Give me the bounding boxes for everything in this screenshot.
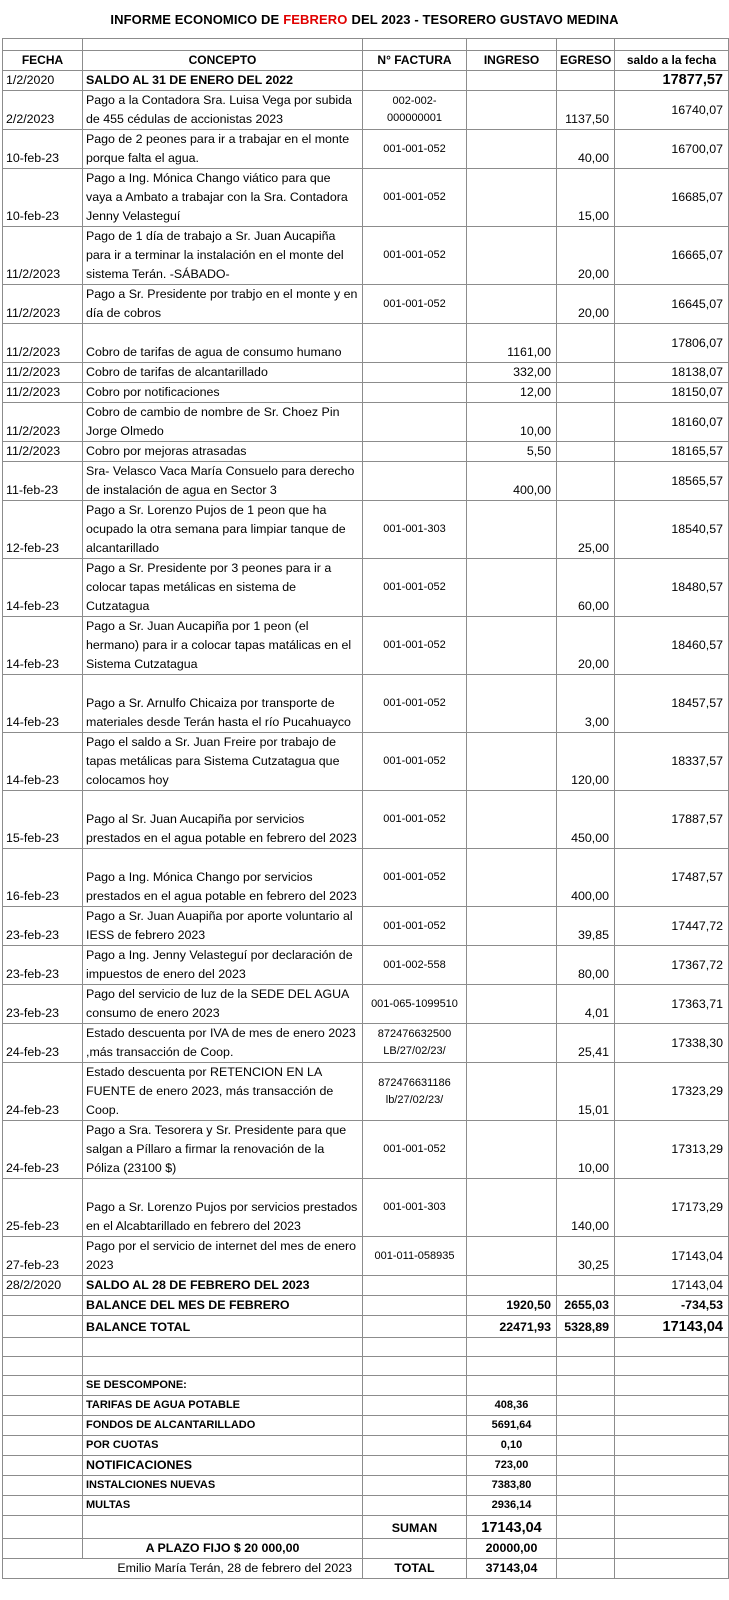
opening-fecha: 1/2/2020 — [3, 71, 83, 91]
row-concepto: Pago de 2 peones para ir a trabajar en el monte porque falta el agua. — [83, 130, 363, 169]
descompone-item-row — [3, 1436, 729, 1456]
descompone-item-value: 2936,14 — [467, 1496, 557, 1516]
row-saldo: 18165,57 — [615, 442, 729, 462]
row-factura: 001-001-052 — [363, 559, 467, 617]
row-ingreso — [467, 501, 557, 559]
row-concepto: Pago al Sr. Juan Aucapiña por servicios prestados en el agua potable en febrero del 2023 — [83, 791, 363, 849]
row-concepto: Cobro de tarifas de alcantarillado — [83, 363, 363, 383]
blank-row — [3, 1338, 729, 1357]
ledger-row — [3, 559, 729, 617]
row-ingreso — [467, 791, 557, 849]
descompone-heading-row — [3, 1376, 729, 1396]
row-saldo: 17887,57 — [615, 791, 729, 849]
row-fecha: 11/2/2023 — [3, 383, 83, 403]
plazo-fijo-row — [3, 1539, 729, 1559]
opening-concepto: SALDO AL 31 DE ENERO DEL 2022 — [83, 71, 363, 91]
closing-fecha: 28/2/2020 — [3, 1276, 83, 1296]
blank-row — [3, 1357, 729, 1376]
row-fecha: 14-feb-23 — [3, 559, 83, 617]
row-ingreso — [467, 169, 557, 227]
row-concepto: Pago a Sra. Tesorera y Sr. Presidente para que salgan a Píllaro a firmar la renovación de la Póliza (23100 $) — [83, 1121, 363, 1179]
row-ingreso — [467, 559, 557, 617]
row-egreso: 10,00 — [557, 1121, 615, 1179]
row-ingreso — [467, 227, 557, 285]
row-egreso: 3,00 — [557, 675, 615, 733]
row-saldo: 16700,07 — [615, 130, 729, 169]
row-factura: 002-002-000000001 — [363, 91, 467, 130]
descompone-heading: SE DESCOMPONE: — [83, 1376, 363, 1396]
descompone-item-value: 723,00 — [467, 1456, 557, 1476]
row-egreso: 15,00 — [557, 169, 615, 227]
report-title — [0, 0, 729, 38]
header-concepto: CONCEPTO — [83, 51, 363, 71]
header-row — [3, 51, 729, 71]
row-saldo: 18565,57 — [615, 462, 729, 501]
month-balance-egreso: 2655,03 — [557, 1296, 615, 1316]
row-concepto: Pago a Ing. Mónica Chango viático para que vaya a Ambato a trabajar con la Sra. Contadora Jenny Velasteguí — [83, 169, 363, 227]
descompone-item-label: INSTALCIONES NUEVAS — [83, 1476, 363, 1496]
row-factura: 872476632500 LB/27/02/23/ — [363, 1024, 467, 1063]
row-concepto: Pago a Sr. Juan Aucapiña por 1 peon (el hermano) para ir a colocar tapas matálicas en el Sistema Cutzatagua — [83, 617, 363, 675]
ledger-row — [3, 985, 729, 1024]
row-ingreso — [467, 1024, 557, 1063]
row-egreso — [557, 462, 615, 501]
row-saldo: 18160,07 — [615, 403, 729, 442]
row-egreso — [557, 383, 615, 403]
total-value: 37143,04 — [467, 1559, 557, 1579]
row-concepto: Pago a Sr. Presidente por 3 peones para ir a colocar tapas metálicas en sistema de Cutzatagua — [83, 559, 363, 617]
row-factura: 001-065-1099510 — [363, 985, 467, 1024]
row-saldo: 18460,57 — [615, 617, 729, 675]
row-saldo: 16645,07 — [615, 285, 729, 324]
row-ingreso — [467, 675, 557, 733]
row-factura: 001-001-052 — [363, 907, 467, 946]
row-egreso: 450,00 — [557, 791, 615, 849]
descompone-item-value: 7383,80 — [467, 1476, 557, 1496]
signature-total-row — [3, 1559, 729, 1579]
row-concepto: Pago a Sr. Lorenzo Pujos por servicios prestados en el Alcabtarillado en febrero del 2023 — [83, 1179, 363, 1237]
row-egreso — [557, 324, 615, 363]
row-fecha: 11/2/2023 — [3, 403, 83, 442]
plazo-fijo-label: A PLAZO FIJO $ 20 000,00 — [83, 1539, 363, 1559]
ledger-row — [3, 130, 729, 169]
row-concepto: Pago a la Contadora Sra. Luisa Vega por subida de 455 cédulas de accionistas 2023 — [83, 91, 363, 130]
row-fecha: 11/2/2023 — [3, 285, 83, 324]
row-fecha: 2/2/2023 — [3, 91, 83, 130]
row-fecha: 24-feb-23 — [3, 1063, 83, 1121]
row-fecha: 11/2/2023 — [3, 324, 83, 363]
row-fecha: 23-feb-23 — [3, 946, 83, 985]
descompone-item-row — [3, 1496, 729, 1516]
row-ingreso — [467, 985, 557, 1024]
ledger-row — [3, 169, 729, 227]
row-ingreso — [467, 907, 557, 946]
descompone-item-label: TARIFAS DE AGUA POTABLE — [83, 1396, 363, 1416]
row-fecha: 24-feb-23 — [3, 1024, 83, 1063]
closing-saldo: 17143,04 — [615, 1276, 729, 1296]
row-saldo: 18150,07 — [615, 383, 729, 403]
header-egreso: EGRESO — [557, 51, 615, 71]
row-ingreso — [467, 285, 557, 324]
header-factura: N° FACTURA — [363, 51, 467, 71]
suman-label: SUMAN — [363, 1516, 467, 1539]
row-fecha: 24-feb-23 — [3, 1121, 83, 1179]
row-saldo: 17367,72 — [615, 946, 729, 985]
row-factura: 001-001-052 — [363, 733, 467, 791]
row-ingreso: 10,00 — [467, 403, 557, 442]
row-ingreso — [467, 849, 557, 907]
row-fecha: 27-feb-23 — [3, 1237, 83, 1276]
descompone-item-value: 0,10 — [467, 1436, 557, 1456]
row-fecha: 15-feb-23 — [3, 791, 83, 849]
row-egreso: 1137,50 — [557, 91, 615, 130]
total-balance-ingreso: 22471,93 — [467, 1316, 557, 1338]
row-fecha: 25-feb-23 — [3, 1179, 83, 1237]
row-egreso: 60,00 — [557, 559, 615, 617]
title-suffix: DEL 2023 - TESORERO GUSTAVO MEDINA — [351, 11, 619, 27]
descompone-item-row — [3, 1416, 729, 1436]
row-concepto: Pago a Ing. Jenny Velasteguí por declaración de impuestos de enero del 2023 — [83, 946, 363, 985]
header-ingreso: INGRESO — [467, 51, 557, 71]
row-saldo: 18480,57 — [615, 559, 729, 617]
row-fecha: 14-feb-23 — [3, 675, 83, 733]
row-egreso: 15,01 — [557, 1063, 615, 1121]
row-egreso: 40,00 — [557, 130, 615, 169]
row-concepto: Pago a Sr. Presidente por trabjo en el monte y en día de cobros — [83, 285, 363, 324]
opening-balance-row — [3, 71, 729, 91]
ledger-row — [3, 1179, 729, 1237]
row-saldo: 17313,29 — [615, 1121, 729, 1179]
row-factura — [363, 442, 467, 462]
row-concepto: Cobro de tarifas de agua de consumo humano — [83, 324, 363, 363]
row-ingreso — [467, 946, 557, 985]
row-fecha: 11/2/2023 — [3, 363, 83, 383]
ledger-row — [3, 363, 729, 383]
row-ingreso: 12,00 — [467, 383, 557, 403]
row-saldo: 17447,72 — [615, 907, 729, 946]
ledger-row — [3, 1121, 729, 1179]
row-fecha: 14-feb-23 — [3, 617, 83, 675]
row-egreso — [557, 442, 615, 462]
row-saldo: 17806,07 — [615, 324, 729, 363]
ledger-row — [3, 1063, 729, 1121]
row-saldo: 18138,07 — [615, 363, 729, 383]
row-fecha: 23-feb-23 — [3, 907, 83, 946]
row-factura: 872476631186 lb/27/02/23/ — [363, 1063, 467, 1121]
row-egreso: 120,00 — [557, 733, 615, 791]
closing-concepto: SALDO AL 28 DE FEBRERO DEL 2023 — [83, 1276, 363, 1296]
row-fecha: 12-feb-23 — [3, 501, 83, 559]
row-fecha: 10-feb-23 — [3, 169, 83, 227]
total-label: TOTAL — [363, 1559, 467, 1579]
row-egreso: 140,00 — [557, 1179, 615, 1237]
header-fecha: FECHA — [3, 51, 83, 71]
ledger-row — [3, 849, 729, 907]
row-saldo: 17143,04 — [615, 1237, 729, 1276]
row-egreso: 30,25 — [557, 1237, 615, 1276]
descompone-item-label: NOTIFICACIONES — [83, 1456, 363, 1476]
row-egreso — [557, 403, 615, 442]
row-saldo: 16740,07 — [615, 91, 729, 130]
row-factura: 001-001-052 — [363, 130, 467, 169]
row-factura: 001-001-052 — [363, 675, 467, 733]
title-month: FEBRERO — [283, 11, 348, 27]
row-factura: 001-011-058935 — [363, 1237, 467, 1276]
row-concepto: Cobro por mejoras atrasadas — [83, 442, 363, 462]
signature-line: Emilio María Terán, 28 de febrero del 2023 — [3, 1559, 363, 1579]
row-saldo: 17173,29 — [615, 1179, 729, 1237]
row-ingreso: 5,50 — [467, 442, 557, 462]
ledger-row — [3, 462, 729, 501]
row-ingreso — [467, 1121, 557, 1179]
header-saldo: saldo a la fecha — [615, 51, 729, 71]
row-ingreso: 400,00 — [467, 462, 557, 501]
row-egreso: 20,00 — [557, 227, 615, 285]
ledger-row — [3, 617, 729, 675]
row-ingreso — [467, 1063, 557, 1121]
row-ingreso: 1161,00 — [467, 324, 557, 363]
month-balance-row — [3, 1296, 729, 1316]
row-factura: 001-001-303 — [363, 1179, 467, 1237]
row-concepto: Cobro por notificaciones — [83, 383, 363, 403]
total-balance-saldo: 17143,04 — [615, 1316, 729, 1338]
row-concepto: Pago el saldo a Sr. Juan Freire por trabajo de tapas metálicas para Sistema Cutzatagua que colocamos hoy — [83, 733, 363, 791]
ledger-row — [3, 227, 729, 285]
ledger-row — [3, 501, 729, 559]
row-ingreso — [467, 617, 557, 675]
ledger-row — [3, 946, 729, 985]
descompone-item-value: 408,36 — [467, 1396, 557, 1416]
ledger-row — [3, 442, 729, 462]
row-factura: 001-001-052 — [363, 617, 467, 675]
descompone-item-label: POR CUOTAS — [83, 1436, 363, 1456]
row-fecha: 11-feb-23 — [3, 462, 83, 501]
row-factura — [363, 363, 467, 383]
row-egreso: 400,00 — [557, 849, 615, 907]
descompone-item-row — [3, 1456, 729, 1476]
row-egreso: 25,00 — [557, 501, 615, 559]
row-egreso: 80,00 — [557, 946, 615, 985]
row-ingreso: 332,00 — [467, 363, 557, 383]
row-saldo: 17363,71 — [615, 985, 729, 1024]
row-saldo: 17338,30 — [615, 1024, 729, 1063]
row-concepto: Cobro de cambio de nombre de Sr. Choez Pin Jorge Olmedo — [83, 403, 363, 442]
row-ingreso — [467, 91, 557, 130]
row-factura: 001-001-303 — [363, 501, 467, 559]
suman-row — [3, 1516, 729, 1539]
month-balance-saldo: -734,53 — [615, 1296, 729, 1316]
row-factura — [363, 403, 467, 442]
descompone-item-row — [3, 1396, 729, 1416]
ledger-table — [2, 38, 729, 1579]
row-factura — [363, 324, 467, 363]
row-ingreso — [467, 1237, 557, 1276]
row-factura: 001-001-052 — [363, 849, 467, 907]
row-saldo: 18337,57 — [615, 733, 729, 791]
ledger-row — [3, 1024, 729, 1063]
row-factura — [363, 462, 467, 501]
ledger-row — [3, 403, 729, 442]
descompone-item-label: MULTAS — [83, 1496, 363, 1516]
row-fecha: 11/2/2023 — [3, 442, 83, 462]
row-factura: 001-002-558 — [363, 946, 467, 985]
row-concepto: Pago a Sr. Juan Auapiña por aporte voluntario al IESS de febrero 2023 — [83, 907, 363, 946]
plazo-fijo-value: 20000,00 — [467, 1539, 557, 1559]
row-factura: 001-001-052 — [363, 791, 467, 849]
row-saldo: 17487,57 — [615, 849, 729, 907]
row-concepto: Pago por el servicio de internet del mes de enero 2023 — [83, 1237, 363, 1276]
ledger-row — [3, 383, 729, 403]
ledger-row — [3, 324, 729, 363]
row-fecha: 11/2/2023 — [3, 227, 83, 285]
ledger-row — [3, 1237, 729, 1276]
row-egreso: 20,00 — [557, 617, 615, 675]
ledger-row — [3, 907, 729, 946]
closing-balance-row — [3, 1276, 729, 1296]
row-factura — [363, 383, 467, 403]
row-factura: 001-001-052 — [363, 1121, 467, 1179]
row-fecha: 10-feb-23 — [3, 130, 83, 169]
descompone-item-value: 5691,64 — [467, 1416, 557, 1436]
row-egreso: 39,85 — [557, 907, 615, 946]
row-saldo: 16665,07 — [615, 227, 729, 285]
suman-value: 17143,04 — [467, 1516, 557, 1539]
row-saldo: 16685,07 — [615, 169, 729, 227]
row-fecha: 23-feb-23 — [3, 985, 83, 1024]
ledger-row — [3, 285, 729, 324]
row-saldo: 18540,57 — [615, 501, 729, 559]
ledger-row — [3, 733, 729, 791]
row-factura: 001-001-052 — [363, 285, 467, 324]
descompone-item-row — [3, 1476, 729, 1496]
row-concepto: Pago a Ing. Mónica Chango por servicios prestados en el agua potable en febrero del 2023 — [83, 849, 363, 907]
row-egreso — [557, 363, 615, 383]
descompone-item-label: FONDOS DE ALCANTARILLADO — [83, 1416, 363, 1436]
row-fecha: 14-feb-23 — [3, 733, 83, 791]
row-egreso: 20,00 — [557, 285, 615, 324]
ledger-row — [3, 91, 729, 130]
row-ingreso — [467, 733, 557, 791]
row-concepto: Estado descuenta por IVA de mes de enero 2023 ,más transacción de Coop. — [83, 1024, 363, 1063]
total-balance-label: BALANCE TOTAL — [83, 1316, 363, 1338]
row-concepto: Pago del servicio de luz de la SEDE DEL AGUA consumo de enero 2023 — [83, 985, 363, 1024]
ledger-row — [3, 791, 729, 849]
ledger-row — [3, 675, 729, 733]
month-balance-ingreso: 1920,50 — [467, 1296, 557, 1316]
title-prefix: INFORME ECONOMICO DE — [110, 11, 280, 27]
row-egreso: 25,41 — [557, 1024, 615, 1063]
row-saldo: 17323,29 — [615, 1063, 729, 1121]
row-egreso: 4,01 — [557, 985, 615, 1024]
row-concepto: Pago a Sr. Arnulfo Chicaiza por transporte de materiales desde Terán hasta el río Pucahuayco — [83, 675, 363, 733]
total-balance-egreso: 5328,89 — [557, 1316, 615, 1338]
row-ingreso — [467, 1179, 557, 1237]
row-fecha: 16-feb-23 — [3, 849, 83, 907]
row-factura: 001-001-052 — [363, 227, 467, 285]
opening-saldo: 17877,57 — [615, 71, 729, 91]
row-concepto: Pago a Sr. Lorenzo Pujos de 1 peon que ha ocupado la otra semana para limpiar tanque de alcantarillado — [83, 501, 363, 559]
month-balance-label: BALANCE DEL MES DE FEBRERO — [83, 1296, 363, 1316]
row-concepto: Estado descuenta por RETENCION EN LA FUENTE de enero 2023, más transacción de Coop. — [83, 1063, 363, 1121]
total-balance-row — [3, 1316, 729, 1338]
spacer-row — [3, 39, 729, 51]
row-saldo: 18457,57 — [615, 675, 729, 733]
row-factura: 001-001-052 — [363, 169, 467, 227]
row-concepto: Pago de 1 día de trabajo a Sr. Juan Aucapiña para ir a terminar la instalación en el monte del sistema Terán. -SÁBADO- — [83, 227, 363, 285]
row-ingreso — [467, 130, 557, 169]
row-concepto: Sra- Velasco Vaca María Consuelo para derecho de instalación de agua en Sector 3 — [83, 462, 363, 501]
